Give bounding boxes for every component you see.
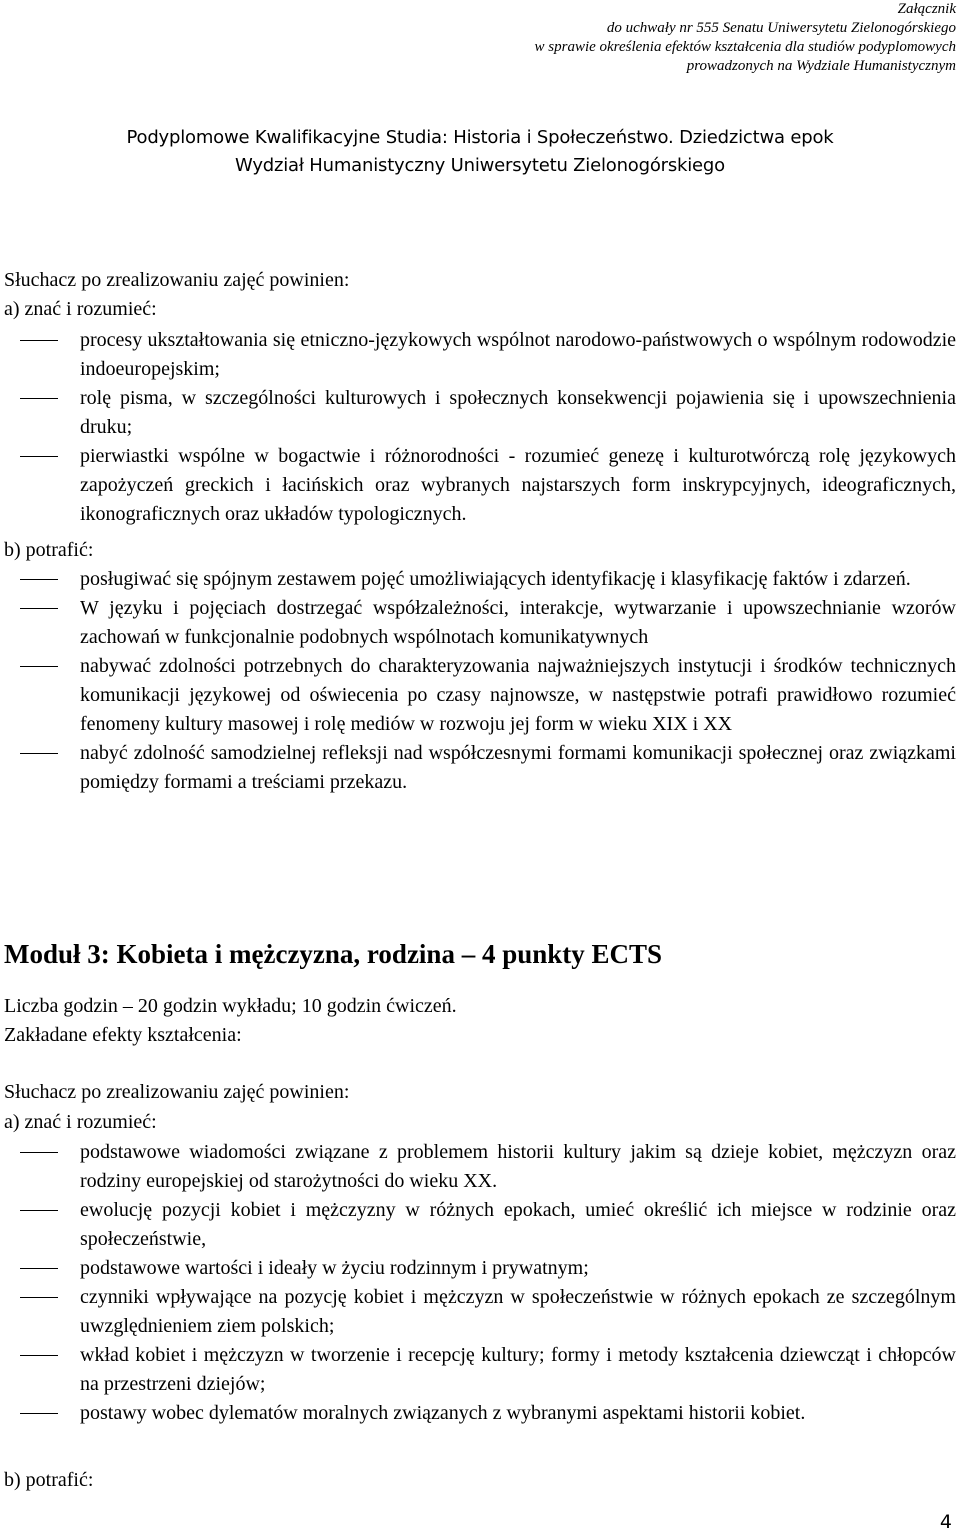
subtitle-line: Wydział Humanistyczny Uniwersytetu Zielonogórskiego — [235, 155, 725, 176]
module-a-list — [0, 1138, 960, 1428]
dash-bullet — [20, 608, 58, 609]
list-item: nabyć zdolność samodzielnej refleksji nad współczesnymi formami komunikacji społecznej oraz związkami pomiędzy formami a treściami przekazu. — [0, 739, 960, 797]
dash-bullet — [20, 1210, 58, 1211]
page-number: 4 — [939, 1511, 952, 1533]
list-item: nabywać zdolności potrzebnych do charakteryzowania najważniejszych instytucji i środków technicznych komunikacji językowej od oświecenia po czasy najnowsze, w następstwie potrafi prawidłowo rozumieć fenomeny kultury masowej i rolę mediów w rozwoju jej form w wieku XIX i XX — [0, 652, 960, 739]
dash-bullet — [20, 666, 58, 667]
list-item: postawy wobec dylematów moralnych związanych z wybranymi aspektami historii kobiet. — [0, 1399, 960, 1428]
dash-bullet — [20, 1152, 58, 1153]
list-item: podstawowe wartości i ideały w życiu rodzinnym i prywatnym; — [0, 1254, 960, 1283]
module-a-label: a) znać i rozumieć: — [4, 1111, 157, 1133]
list-item: rolę pisma, w szczególności kulturowych i społecznych konsekwencji pojawienia się i upowszechnienia druku; — [0, 384, 960, 442]
section1-a-list — [0, 326, 960, 529]
section-a-label: a) znać i rozumieć: — [4, 298, 157, 320]
module-title: Moduł 3: Kobieta i mężczyzna, rodzina – 4 punkty ECTS — [4, 939, 663, 969]
module-hours: Liczba godzin – 20 godzin wykładu; 10 godzin ćwiczeń. — [4, 995, 457, 1017]
dash-bullet — [20, 398, 58, 399]
dash-bullet — [20, 456, 58, 457]
list-item: wkład kobiet i mężczyzn w tworzenie i recepcję kultury; formy i metody kształcenia dziewcząt i chłopców na przestrzeni dziejów; — [0, 1341, 960, 1399]
dash-bullet — [20, 340, 58, 341]
section-intro: Słuchacz po zrealizowaniu zajęć powinien: — [4, 269, 350, 291]
dash-bullet — [20, 1413, 58, 1414]
outcomes-label: Zakładane efekty kształcenia: — [4, 1024, 242, 1046]
subtitle-line: Podyplomowe Kwalifikacyjne Studia: Historia i Społeczeństwo. Dziedzictwa epok — [126, 127, 834, 148]
header-line: Załącznik — [897, 1, 956, 17]
document-header — [535, 0, 956, 76]
list-item: procesy ukształtowania się etniczno-językowych wspólnot narodowo-państwowych o wspólnym rodowodzie indoeuropejskim; — [0, 326, 960, 384]
module-intro: Słuchacz po zrealizowaniu zajęć powinien: — [4, 1081, 350, 1103]
list-item: podstawowe wiadomości związane z problemem historii kultury jakim są dzieje kobiet, mężczyzn oraz rodziny europejskiej od starożytności do wieku XX. — [0, 1138, 960, 1196]
dash-bullet — [20, 1268, 58, 1269]
section-b-label: b) potrafić: — [4, 539, 94, 561]
header-line: prowadzonych na Wydziale Humanistycznym — [686, 58, 956, 74]
list-item: ewolucję pozycji kobiet i mężczyzny w różnych epokach, umieć określić ich miejsce w rodzinie oraz społeczeństwie, — [0, 1196, 960, 1254]
list-item: posługiwać się spójnym zestawem pojęć umożliwiających identyfikację i klasyfikację faktów i zdarzeń. — [0, 565, 960, 594]
list-item: W języku i pojęciach dostrzegać współzależności, interakcje, wytwarzanie i upowszechnianie wzorów zachowań w funkcjonalnie podobnych wspólnotach komunikatywnych — [0, 594, 960, 652]
document-subtitle — [0, 124, 960, 180]
dash-bullet — [20, 753, 58, 754]
dash-bullet — [20, 1355, 58, 1356]
dash-bullet — [20, 579, 58, 580]
section1-b-list — [0, 565, 960, 797]
dash-bullet — [20, 1297, 58, 1298]
list-item: czynniki wpływające na pozycję kobiet i mężczyzn w społeczeństwie w różnych epokach ze szczególnym uwzględnieniem ziem polskich; — [0, 1283, 960, 1341]
header-line: w sprawie określenia efektów kształcenia dla studiów podyplomowych — [534, 39, 956, 55]
module-b-label: b) potrafić: — [4, 1469, 94, 1491]
list-item: pierwiastki wspólne w bogactwie i różnorodności - rozumieć genezę i kulturotwórczą rolę językowych zapożyczeń greckich i łacińskich oraz wybranych najstarszych form inskrypcyjnych, ideograficznych, ikonograficznych oraz układów typologicznych. — [0, 442, 960, 529]
header-line: do uchwały nr 555 Senatu Uniwersytetu Zielonogórskiego — [606, 20, 956, 36]
